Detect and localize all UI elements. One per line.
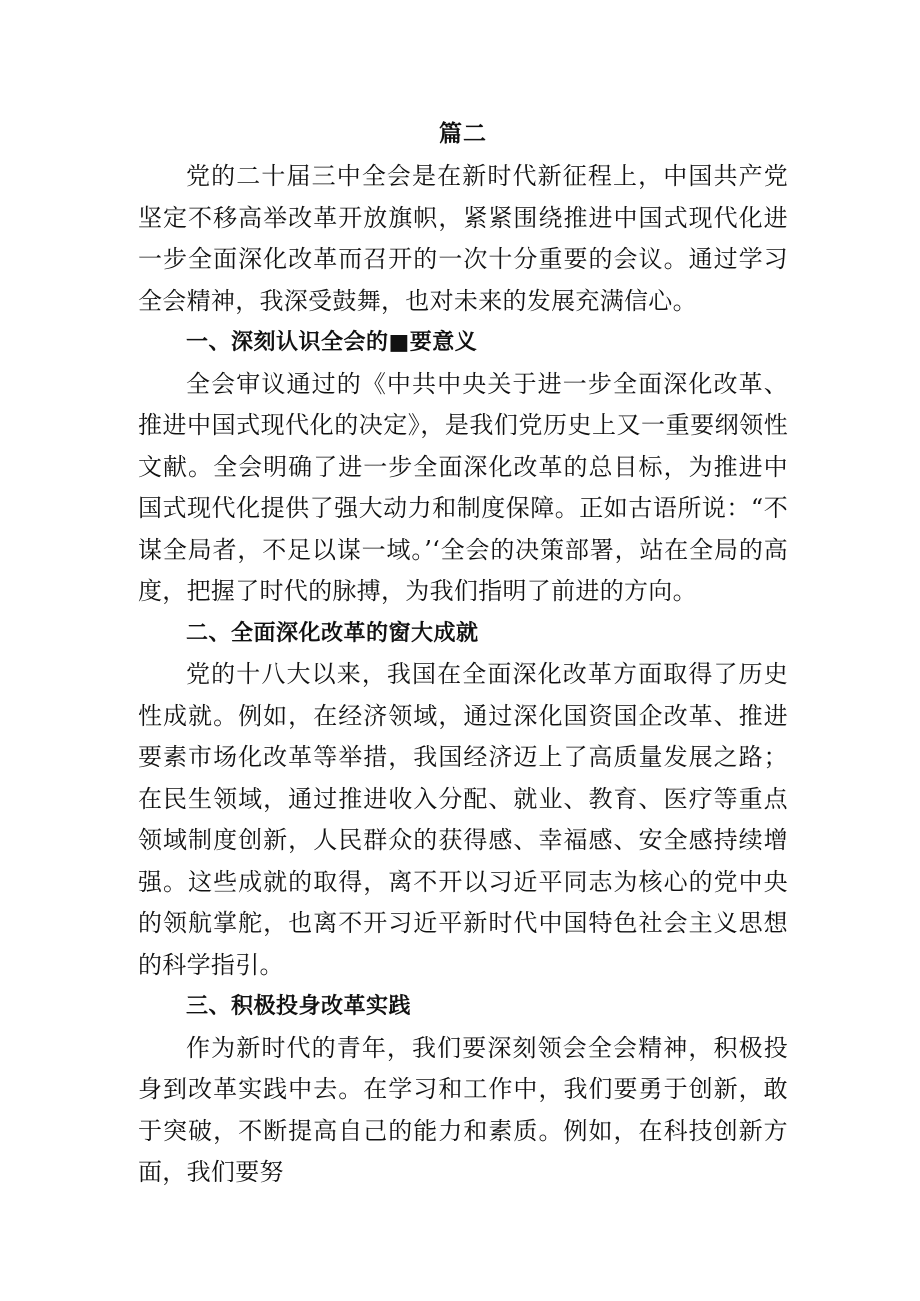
document-title: 篇二 <box>439 121 487 147</box>
paragraph-section-2: 党的十八大以来，我国在全面深化改革方面取得了历史性成就。例如，在经济领域，通过深化国资国企改革、推进要素市场化改革等举措，我国经济迈上了高质量发展之路；在民生领域，通过推进收入分配、就业、教育、医疗等重点领域制度创新，人民群众的获得感、幸福感、安全感持续增强。这些成就的取得，离不开以习近平同志为核心的党中央的领航掌舵，也离不开习近平新时代中国特色社会主义思想的科学指引。 <box>138 660 788 979</box>
paragraph-section-1: 全会审议通过的《中共中央关于进一步全面深化改革、推进中国式现代化的决定》，是我们党历史上又一重要纲领性文献。全会明确了进一步全面深化改革的总目标，为推进中国式现代化提供了强大动力和制度保障。正如古语所说：“不谋全局者，不足以谋一域。’‘全会的决策部署，站在全局的高度，把握了时代的脉搏，为我们指明了前进的方向。 <box>138 369 788 605</box>
paragraph-section-3: 作为新时代的青年，我们要深刻领会全会精神，积极投身到改革实践中去。在学习和工作中，我们要勇于创新，敢于突破，不断提高自己的能力和素质。例如，在科技创新方面，我们要努 <box>138 1033 788 1186</box>
section-heading-1: 一、深刻认识全会的■要意义 <box>186 330 478 355</box>
section-heading-2: 二、全面深化改革的窗大成就 <box>186 620 479 646</box>
document-body <box>138 112 788 1194</box>
paragraph-intro: 党的二十届三中全会是在新时代新征程上，中国共产党坚定不移高举改革开放旗帜，紧紧围绕推进中国式现代化进一步全面深化改革而召开的一次十分重要的会议。通过学习全会精神，我深受鼓舞，也对未来的发展充满信心。 <box>138 162 788 315</box>
section-heading-3: 三、积极投身改革实践 <box>186 994 412 1019</box>
